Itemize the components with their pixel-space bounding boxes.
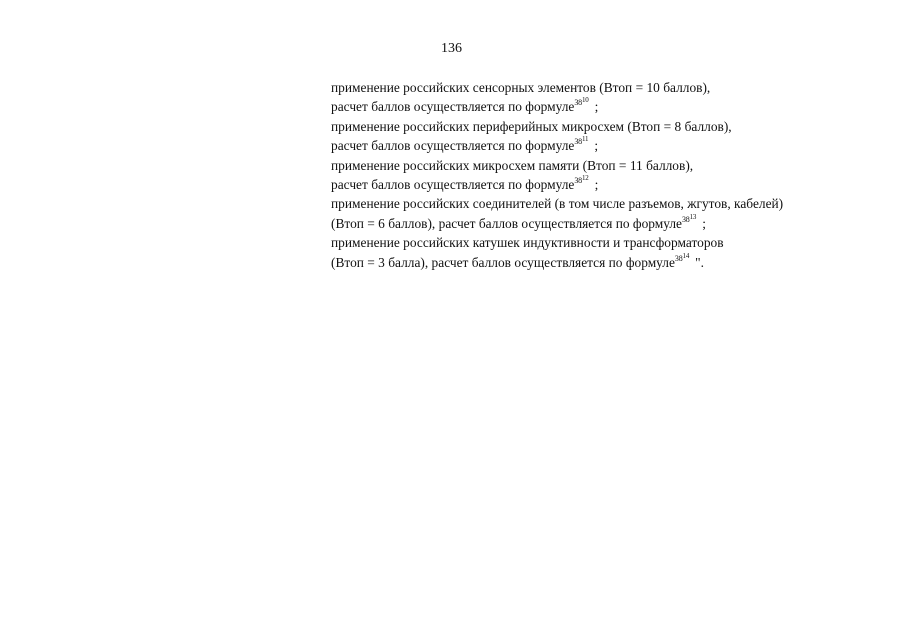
item-3-end: ;: [594, 176, 599, 192]
page-number: 136: [441, 41, 462, 56]
item-5-end: ".: [695, 254, 704, 270]
item-3-line-2: [331, 175, 891, 194]
item-5-line-1: применение российских катушек индуктивности и трансформаторов: [331, 235, 724, 251]
item-4-line-1: применение российских соединителей (в том числе разъемов, жгутов, кабелей): [331, 196, 784, 212]
item-1-line-2: [331, 97, 891, 116]
formula-reference: 3810: [574, 96, 589, 108]
item-4-line-2: [331, 214, 891, 233]
item-3-text: расчет баллов осуществляется по формуле: [331, 176, 575, 192]
item-3-line-1: применение российских микросхем памяти (Втоп = 11 баллов),: [331, 157, 694, 173]
item-4-end: ;: [702, 215, 706, 231]
formula-reference: 3813: [681, 212, 697, 224]
formula-reference: 3812: [574, 173, 589, 185]
item-5-line-2: [331, 253, 891, 272]
item-2-line-2: [331, 136, 891, 155]
item-2-end: ;: [594, 138, 599, 154]
item-2-text: расчет баллов осуществляется по формуле: [331, 138, 575, 154]
formula-reference: 3811: [574, 135, 589, 147]
item-2-line-1: применение российских периферийных микросхем (Втоп = 8 баллов),: [331, 118, 732, 134]
item-1-end: ;: [594, 99, 599, 115]
item-4-text: (Втоп = 6 баллов), расчет баллов осуществляется по формуле: [331, 215, 682, 231]
item-1-line-1: применение российских сенсорных элементов (Втоп = 10 баллов),: [331, 80, 711, 95]
document-body: [331, 78, 891, 272]
item-1-text: расчет баллов осуществляется по формуле: [331, 99, 575, 115]
formula-reference: 3814: [674, 251, 690, 263]
item-5-text: (Втоп = 3 балла), расчет баллов осуществляется по формуле: [331, 254, 675, 270]
